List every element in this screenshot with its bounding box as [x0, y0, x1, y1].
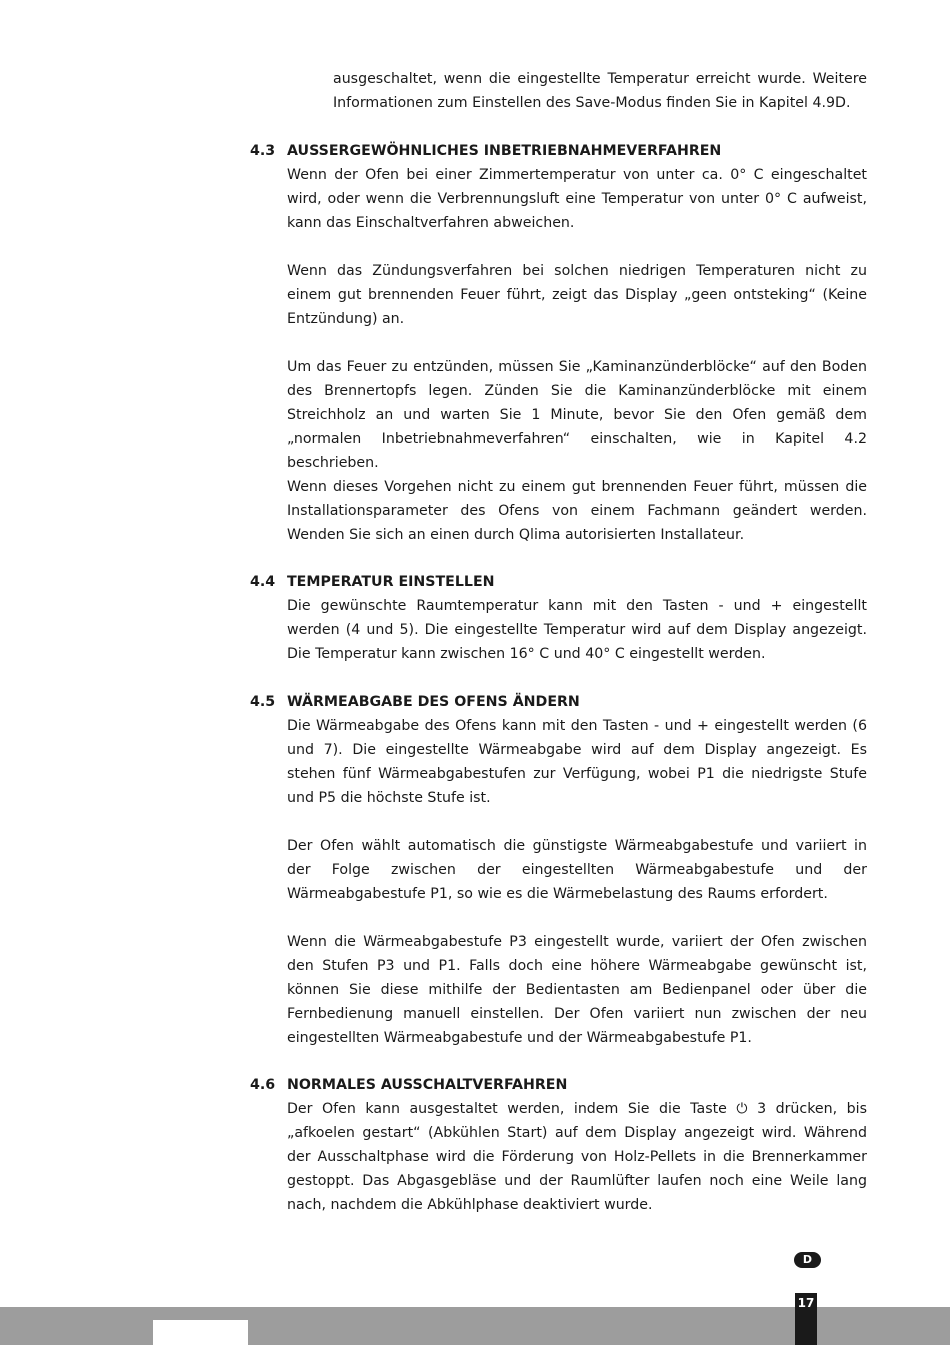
section-4-5-paragraph-2: Der Ofen wählt automatisch die günstigste Wärmeabgabestufe und variiert in der Folge zwischen der eingestellten Wärmeabgabestufe und der Wärmeabgabestufe P1, so wie es die Wärmebelastung des Raums erfordert.: [287, 838, 867, 902]
section-4-3-paragraph-1: Wenn der Ofen bei einer Zimmertemperatur von unter ca. 0° C eingeschaltet wird, oder wenn die Verbrennungsluft eine Temperatur von unter 0° C aufweist, kann das Einschaltverfahren abweichen.: [287, 167, 867, 231]
section-title-4-5: WÄRMEABGABE DES OFENS ÄNDERN: [287, 694, 580, 710]
section-title-4-6: NORMALES AUSSCHALTVERFAHREN: [287, 1077, 568, 1093]
footer-white-block: [153, 1320, 248, 1345]
section-4-3-paragraph-2: Wenn das Zündungsverfahren bei solchen niedrigen Temperaturen nicht zu einem gut brennenden Feuer führt, zeigt das Display „geen ontsteking“ (Keine Entzündung) an.: [287, 263, 867, 327]
section-title-4-3: AUSSERGEWÖHNLICHES INBETRIEBNAHMEVERFAHREN: [287, 143, 722, 159]
section-title-4-4: TEMPERATUR EINSTELLEN: [287, 574, 495, 590]
section-number-4-3: 4.3: [250, 143, 276, 159]
section-4-6-paragraph-1: Der Ofen kann ausgestaltet werden, indem Sie die Taste ⏻ 3 drücken, bis „afkoelen gestart“ (Abkühlen Start) auf dem Display angezeigt wird. Während der Ausschaltphase wird die Förderung von Holz-Pellets in die Brennerkammer gestoppt. Das Abgasgebläse und der Raumlüfter laufen noch eine Weile lang nach, nachdem die Abkühlphase deaktiviert wurde.: [287, 1101, 867, 1213]
section-number-4-5: 4.5: [250, 694, 276, 710]
section-4-5-paragraph-3: Wenn die Wärmeabgabestufe P3 eingestellt wurde, variiert der Ofen zwischen den Stufen P3 und P1. Falls doch eine höhere Wärmeabgabe gewünscht ist, können Sie diese mithilfe der Bedientasten am Bedienpanel oder über die Fernbedienung manuell einstellen. Der Ofen variiert nun zwischen der neu eingestellten Wärmeabgabestufe und der Wärmeabgabestufe P1.: [287, 934, 867, 1046]
section-number-4-6: 4.6: [250, 1077, 276, 1093]
language-badge: D: [794, 1252, 821, 1268]
section-4-5-paragraph-1: Die Wärmeabgabe des Ofens kann mit den Tasten - und + eingestellt werden (6 und 7). Die eingestellte Wärmeabgabe wird auf dem Display angezeigt. Es stehen fünf Wärmeabgabestufen zur Verfügung, wobei P1 die niedrigste Stufe und P5 die höchste Stufe ist.: [287, 718, 867, 806]
page-number: 17: [795, 1293, 817, 1345]
intro-paragraph: ausgeschaltet, wenn die eingestellte Temperatur erreicht wurde. Weitere Informationen zum Einstellen des Save-Modus finden Sie in Kapitel 4.9D.: [333, 71, 867, 111]
section-4-3-paragraph-4: Wenn dieses Vorgehen nicht zu einem gut brennenden Feuer führt, müssen die Installationsparameter des Ofens von einem Fachmann geändert werden. Wenden Sie sich an einen durch Qlima autorisierten Installateur.: [287, 479, 867, 543]
section-number-4-4: 4.4: [250, 574, 276, 590]
section-4-3-paragraph-3: Um das Feuer zu entzünden, müssen Sie „Kaminanzünderblöcke“ auf den Boden des Brennertopfs legen. Zünden Sie die Kaminanzünderblöcke mit einem Streichholz an und warten Sie 1 Minute, bevor Sie den Ofen gemäß dem „normalen Inbetriebnahmeverfahren“ einschalten, wie in Kapitel 4.2 beschrieben.: [287, 359, 867, 471]
section-4-4-paragraph-1: Die gewünschte Raumtemperatur kann mit den Tasten - und + eingestellt werden (4 und 5). Die eingestellte Temperatur wird auf dem Display angezeigt. Die Temperatur kann zwischen 16° C und 40° C eingestellt werden.: [287, 598, 867, 662]
